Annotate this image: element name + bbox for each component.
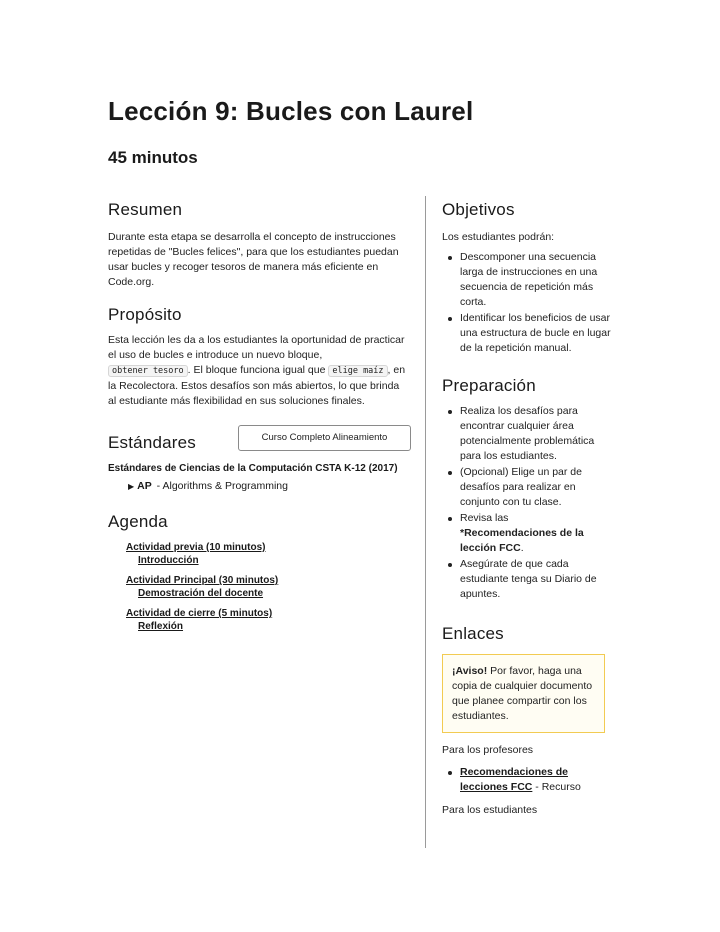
left-column [108, 200, 408, 632]
lesson-duration: 45 minutos [108, 148, 198, 167]
preparation-section [442, 376, 612, 602]
agenda-link-introduction[interactable]: Introducción [138, 555, 199, 566]
agenda-link-main-activity[interactable]: Actividad Principal (30 minutos) [126, 575, 279, 586]
standards-heading: Estándares [108, 433, 196, 452]
standards-section [108, 425, 408, 492]
agenda-link-teacher-demo[interactable]: Demostración del docente [138, 588, 264, 599]
list-item: (Opcional) Elige un par de desafíos para realizar en conjunto con tu clase. [442, 465, 612, 510]
notice-box [442, 654, 605, 733]
fcc-lesson-recommendations-link[interactable]: Recomendaciones de lecciones FCC [460, 766, 568, 793]
list-item [442, 511, 612, 556]
list-item-text: . [520, 542, 524, 554]
preparation-list [442, 404, 612, 602]
summary-section [108, 200, 408, 290]
preparation-heading: Preparación [442, 376, 536, 395]
teacher-resources-list [442, 765, 612, 795]
standard-label: - Algorithms & Programming [156, 480, 288, 492]
links-heading: Enlaces [442, 624, 504, 643]
fcc-recommendations-link[interactable]: *Recomendaciones de la lección FCC [460, 527, 584, 554]
list-item: Asegúrate de que cada estudiante tenga su Diario de apuntes. [442, 557, 612, 602]
standard-item-ap[interactable] [108, 480, 408, 492]
objectives-list [442, 250, 612, 356]
resource-type: - Recurso [535, 781, 581, 793]
agenda-section [108, 512, 408, 632]
list-item: Descomponer una secuencia larga de instrucciones en una secuencia de repetición más corta. [442, 250, 612, 310]
column-divider [425, 196, 426, 848]
agenda-link-wrapup[interactable]: Actividad de cierre (5 minutos) [126, 608, 273, 619]
standard-code: AP [137, 480, 152, 492]
list-item: Identificar los beneficios de usar una estructura de bucle en lugar de la repetición manual. [442, 311, 612, 356]
agenda-link-reflection[interactable]: Reflexión [138, 621, 184, 632]
links-section [442, 624, 612, 818]
code-block-obtener-tesoro: obtener tesoro [108, 365, 188, 377]
purpose-text-part: , en la Recolectora. Estos desafíos son más abiertos, lo que brinda al estudiante más flexibilidad en sus soluciones finales. [108, 364, 406, 407]
list-item-text: Revisa las [460, 512, 509, 524]
list-item [442, 765, 612, 795]
notice-text: Por favor, haga una copia de cualquier documento que planee compartir con los estudiantes. [452, 665, 593, 722]
purpose-text-part: . El bloque funciona igual que [187, 364, 326, 376]
agenda-heading: Agenda [108, 512, 168, 531]
summary-heading: Resumen [108, 200, 183, 219]
objectives-intro: Los estudiantes podrán: [442, 231, 555, 243]
page-title: Lección 9: Bucles con Laurel [108, 96, 474, 126]
right-column [442, 200, 612, 818]
students-label: Para los estudiantes [442, 804, 538, 816]
objectives-section [442, 200, 612, 356]
purpose-text-part: Esta lección les da a los estudiantes la oportunidad de practicar el uso de bucles e introduce un nuevo bloque, [108, 334, 405, 361]
code-block-elige-maiz: elige maíz [328, 365, 387, 377]
teachers-label: Para los profesores [442, 744, 534, 756]
objectives-heading: Objetivos [442, 200, 515, 219]
expand-arrow-icon[interactable]: ▶ [128, 482, 135, 491]
standards-framework: Estándares de Ciencias de la Computación CSTA K-12 (2017) [108, 463, 398, 474]
purpose-text [108, 333, 408, 409]
notice-label: ¡Aviso! [452, 665, 488, 677]
list-item: Realiza los desafíos para encontrar cualquier área potencialmente problemática para los estudiantes. [442, 404, 612, 464]
purpose-section [108, 305, 408, 409]
purpose-heading: Propósito [108, 305, 182, 324]
summary-text: Durante esta etapa se desarrolla el concepto de instrucciones repetidas de "Bucles felices", para que los estudiantes puedan usar bucles y recoger tesoros de manera más eficiente en Code.org. [108, 231, 399, 288]
full-course-alignment-button[interactable]: Curso Completo Alineamiento [238, 425, 411, 451]
agenda-link-warmup[interactable]: Actividad previa (10 minutos) [126, 542, 266, 553]
